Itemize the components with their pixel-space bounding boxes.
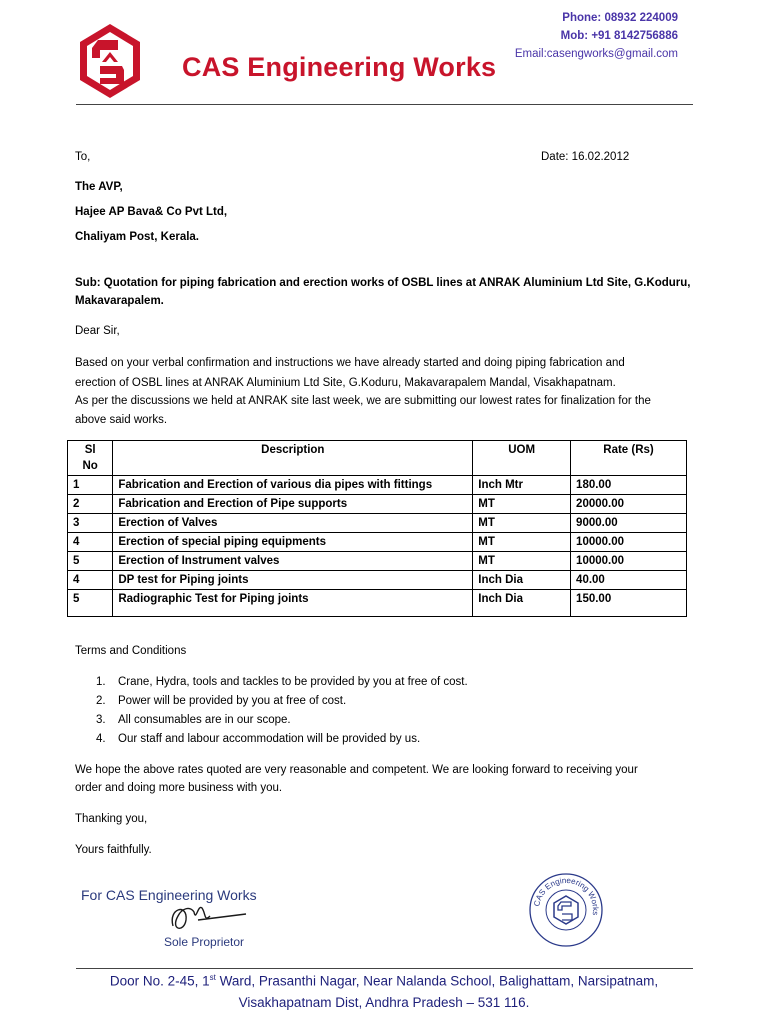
recipient-line: Chaliyam Post, Kerala. [75, 231, 199, 243]
cell-uom: MT [473, 514, 571, 533]
table-row [68, 590, 687, 617]
cell-description: Erection of Valves [113, 514, 473, 533]
cell-description: Fabrication and Erection of Pipe supports [113, 495, 473, 514]
cell-sl: 2 [68, 495, 113, 514]
cell-uom: Inch Dia [473, 590, 571, 617]
body-line: above said works. [75, 414, 168, 426]
cell-sl: 5 [68, 552, 113, 571]
cell-description: Fabrication and Erection of various dia pipes with fittings [113, 476, 473, 495]
seal-text: CAS Engineering Works [532, 875, 601, 916]
cell-description: Radiographic Test for Piping joints [113, 590, 473, 617]
signature-for-line: For CAS Engineering Works [81, 887, 257, 903]
table-row [68, 552, 687, 571]
cell-uom: MT [473, 552, 571, 571]
body-line: Based on your verbal confirmation and instructions we have already started and doing piping fabrication and [75, 357, 625, 369]
terms-item-text: Our staff and labour accommodation will be provided by us. [118, 733, 421, 745]
terms-item-text: All consumables are in our scope. [118, 714, 291, 726]
subject-line: Makavarapalem. [75, 295, 164, 307]
cell-sl: 4 [68, 533, 113, 552]
cell-uom: Inch Dia [473, 571, 571, 590]
header-divider [76, 104, 693, 105]
header-uom: UOM [473, 441, 571, 476]
rates-table [67, 440, 687, 617]
terms-item-number: 3. [96, 714, 106, 726]
closing-line: order and doing more business with you. [75, 782, 283, 794]
footer-address-superscript: st [209, 973, 216, 982]
cell-rate: 40.00 [571, 571, 687, 590]
table-row [68, 495, 687, 514]
footer-address-line: Visakhapatnam Dist, Andhra Pradesh – 531 116. [238, 995, 530, 1010]
company-name: CAS Engineering Works [182, 52, 497, 82]
contact-phone: Phone: 08932 224009 [562, 12, 678, 24]
cell-sl: 3 [68, 514, 113, 533]
signoff-line: Yours faithfully. [75, 844, 152, 856]
body-line: As per the discussions we held at ANRAK site last week, we are submitting our lowest rates for finalization for the [75, 395, 651, 407]
subject-line: Sub: Quotation for piping fabrication and erection works of OSBL lines at ANRAK Aluminium Ltd Site, G.Koduru, [75, 277, 691, 289]
salutation: Dear Sir, [75, 325, 120, 337]
to-label: To, [75, 151, 91, 163]
header-no-label: No [82, 460, 98, 472]
thanking-line: Thanking you, [75, 813, 148, 825]
header-sl-no [68, 441, 113, 476]
closing-line: We hope the above rates quoted are very reasonable and competent. We are looking forward to receiving your [75, 764, 638, 776]
header-rate: Rate (Rs) [571, 441, 687, 476]
terms-item [96, 711, 291, 729]
contact-mobile: Mob: +91 8142756886 [560, 30, 678, 42]
terms-item-number: 1. [96, 676, 106, 688]
cell-sl: 5 [68, 590, 113, 617]
recipient-line: Hajee AP Bava& Co Pvt Ltd, [75, 206, 228, 218]
cell-description: Erection of Instrument valves [113, 552, 473, 571]
cell-description: DP test for Piping joints [113, 571, 473, 590]
cell-rate: 10000.00 [571, 533, 687, 552]
terms-title: Terms and Conditions [75, 645, 187, 657]
table-header-row [68, 441, 687, 476]
terms-item-text: Power will be provided by you at free of cost. [118, 695, 347, 707]
cell-uom: Inch Mtr [473, 476, 571, 495]
terms-item-number: 4. [96, 733, 106, 745]
footer-address-part: Door No. 2-45, 1 [109, 973, 210, 989]
cell-rate: 10000.00 [571, 552, 687, 571]
table-row [68, 571, 687, 590]
header-sl-label: Sl [84, 444, 96, 456]
terms-item [96, 730, 420, 748]
signature-title: Sole Proprietor [164, 935, 245, 949]
table-row [68, 514, 687, 533]
body-line: erection of OSBL lines at ANRAK Aluminium Ltd Site, G.Koduru, Makavarapalem Mandal, Visakhapatnam. [75, 377, 616, 389]
signature-stamp-icon [78, 878, 258, 953]
terms-item [96, 692, 346, 710]
cell-uom: MT [473, 533, 571, 552]
table-row [68, 533, 687, 552]
cell-uom: MT [473, 495, 571, 514]
cell-description: Erection of special piping equipments [113, 533, 473, 552]
cell-rate: 150.00 [571, 590, 687, 617]
cell-sl: 1 [68, 476, 113, 495]
footer-divider [76, 968, 693, 969]
terms-item [96, 673, 468, 691]
recipient-line: The AVP, [75, 181, 123, 193]
letter-date: Date: 16.02.2012 [541, 151, 630, 163]
cell-sl: 4 [68, 571, 113, 590]
terms-item-number: 2. [96, 695, 106, 707]
contact-email: Email:casengworks@gmail.com [514, 48, 678, 60]
header-description: Description [113, 441, 473, 476]
table-row [68, 476, 687, 495]
terms-item-text: Crane, Hydra, tools and tackles to be provided by you at free of cost. [118, 676, 468, 688]
footer-address-line [0, 973, 768, 989]
footer-address-part: Ward, Prasanthi Nagar, Near Nalanda School, Balighattam, Narsipatnam, [215, 973, 659, 989]
cell-rate: 9000.00 [571, 514, 687, 533]
cell-rate: 180.00 [571, 476, 687, 495]
company-seal-icon [528, 872, 604, 948]
company-logo-icon [78, 22, 142, 100]
cell-rate: 20000.00 [571, 495, 687, 514]
